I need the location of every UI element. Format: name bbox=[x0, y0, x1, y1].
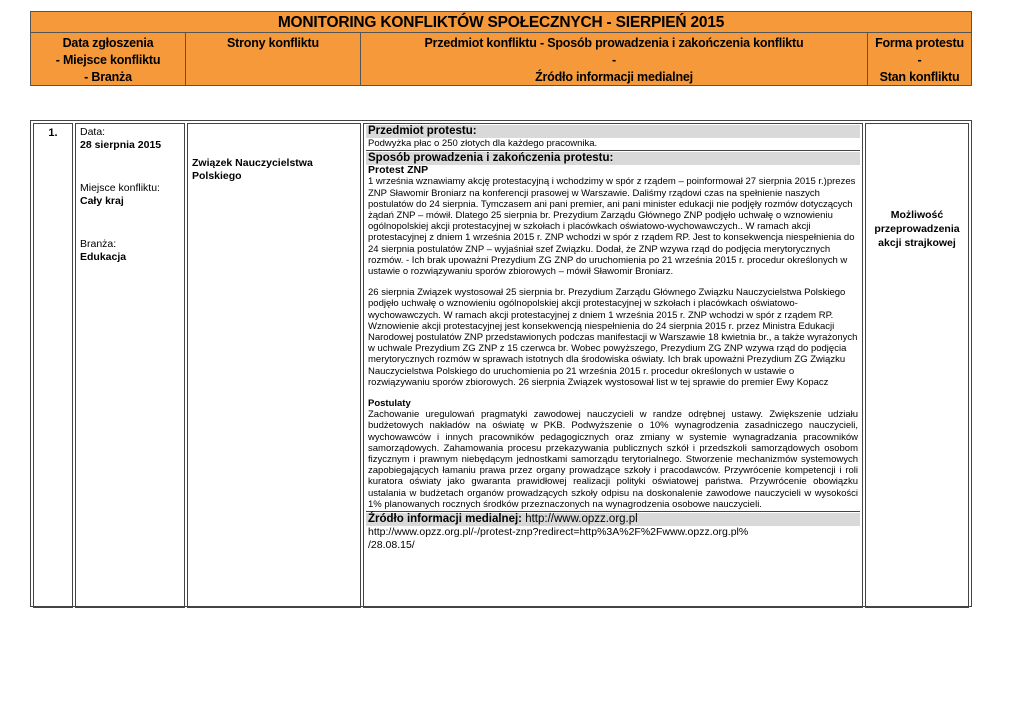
course-paragraph-2: 26 sierpnia Związek wystosował 25 sierpnia br. Prezydium Zarządu Głównego Związku Nauczycielstwa Polskiego podjęło uchwałę o wznowieniu ogólnopolskiej akcji protestacyjnej w szkołach i placówkach oświatowo-wychowawczych. W ramach akcji protestacyjnej z dniem 1 września 2015 r. ZNP wchodzi w spór z rządem RP. Wznowienie akcji protestacyjnej jest konsekwencją niespełnienia do 24 sierpnia 2015 r. przez Ministra Edukacji Narodowej postulatów ZNP przedstawionych podczas manifestacji w Warszawie 18 kwietnia br., a także wyrażonych w uchwale Prezydium ZG ZNP z 15 czerwca br. Wobec powyższego, Prezydium ZG ZNP wzywa rząd do podjęcia merytorycznych rozmów w sprawach istotnych dla środowiska oświaty. Ich brak upoważni Prezydium ZG Związku Nauczycielstwa Polskiego do uruchomienia po 21 września 2015 r. procedur określonych w ustawie o rozwiązywaniu sporów zbiorowych. 26 sierpnia Związek wystosował list w tej sprawie do premier Ewy Kopacz bbox=[368, 287, 858, 388]
header-col-date-line1: Data zgłoszenia bbox=[62, 36, 154, 50]
postulates-text: Zachowanie uregulowań pragmatyki zawodowej nauczycieli w randze odrębnej ustawy. Zwiększenie udziału budżetowych nakładów na oświatę w PKB. Podwyższenie o 10% wynagrodzenia zasadniczego nauczycieli, wychowawców i innych pracowników pedagogicznych oraz zmiany w systemie wynagradzania pracowników samorządowych. Zahamowania procesu przekazywania publicznych szkół i przedszkoli samorządowych osobom fizycznym i prawnym niebędącym jednostkami samorządu terytorialnego. Stworzenie mechanizmów systemowych zapobiegających łamaniu prawa przez organy prowadzące szkoły i pracodawców. Przywrócenie kompetencji i roli kuratora oświaty jako gwaranta prawidłowej realizacji polityki oświatowej państwa. Przywrócenie obowiązku ustalania w budżetach organów prowadzących szkoły odpisu na doskonalenie zawodowe nauczycieli w wysokości 1% planowanych rocznych środków przeznaczonych na wynagrodzenia osobowe nauczycieli. bbox=[368, 409, 858, 510]
header-col-date-line3: - Branża bbox=[84, 70, 132, 84]
place-value: Cały kraj bbox=[80, 195, 124, 207]
header-col-date bbox=[31, 33, 186, 86]
source-link-2[interactable]: http://www.opzz.org.pl/-/protest-znp?redirect=http%3A%2F%2Fwww.opzz.org.pl% bbox=[368, 526, 749, 539]
header-col-przedmiot bbox=[361, 33, 868, 86]
source-link-1[interactable]: http://www.opzz.org.pl bbox=[525, 513, 638, 526]
parties-cell: Związek Nauczycielstwa Polskiego bbox=[187, 123, 361, 608]
industry-label: Branża: bbox=[80, 238, 117, 250]
header-col-forma-line2: - bbox=[917, 53, 922, 67]
report-header bbox=[30, 11, 972, 86]
header-col-forma-line3: Stan konfliktu bbox=[879, 70, 960, 84]
course-paragraph-1: 1 września wznawiamy akcję protestacyjną i wchodzimy w spór z rządem – poinformował 27 sierpnia 2015 r.)prezes ZNP Sławomir Broniarz na konferencji prasowej w Warszawie. Daliśmy rządowi czas na spełnienie naszych postulatów do 24 sierpnia. Tymczasem ani pani premier, ani pani minister edukacji nie podjęły rozmów dotyczących żądań ZNP – mówił. Dlatego 25 sierpnia br. Prezydium Zarządu Głównego ZNP podjęło uchwałę o wznowieniu ogólnopolskiej akcji protestacyjnej w szkołach i placówkach oświatowo-wychowawczych.. W ramach akcji protestacyjnej z dniem 1 września 2015 r. ZNP wchodzi w spór z rządem RP. Jest to konsekwencja niespełnienia do 24 sierpnia postulatów ZNP – wyjaśniał szef Związku. Dodał, że ZNP wzywa rząd do podjęcia merytorycznych rozmów. - Ich brak upoważni Prezydium ZG ZNP do uruchomienia po 21 września 2015 r. procedur określonych w ustawie o rozwiązywaniu sporów zbiorowych – mówił Sławomir Broniarz. bbox=[368, 176, 856, 278]
header-col-date-line2: - Miejsce konfliktu bbox=[55, 53, 161, 67]
source-heading: Źródło informacji medialnej: bbox=[368, 513, 522, 526]
postulates-heading: Postulaty bbox=[368, 398, 411, 410]
report-title: MONITORING KONFLIKTÓW SPOŁECZNYCH - SIERPIEŃ 2015 bbox=[31, 12, 971, 33]
subject-heading: Przedmiot protestu: bbox=[366, 125, 860, 138]
header-col-forma bbox=[868, 33, 971, 86]
header-col-przedmiot-line2: - bbox=[612, 53, 616, 67]
header-col-forma-line1: Forma protestu bbox=[875, 36, 964, 50]
subject-text: Podwyżka płac o 250 złotych dla każdego pracownika. bbox=[368, 138, 598, 149]
header-col-przedmiot-line1: Przedmiot konfliktu - Sposób prowadzenia i zakończenia konfliktu bbox=[424, 36, 804, 50]
protest-title: Protest ZNP bbox=[368, 164, 429, 177]
row-number: 1. bbox=[33, 123, 73, 608]
source-heading-row bbox=[366, 513, 860, 526]
protest-form-cell: Możliwość przeprowadzenia akcji strajkowej bbox=[865, 123, 969, 608]
date-value: 28 sierpnia 2015 bbox=[80, 139, 162, 151]
date-place-cell bbox=[75, 123, 185, 608]
date-label: Data: bbox=[80, 126, 106, 138]
course-heading: Sposób prowadzenia i zakończenia protestu: bbox=[366, 152, 860, 165]
header-col-przedmiot-line3: Źródło informacji medialnej bbox=[535, 70, 693, 84]
subject-cell bbox=[363, 123, 863, 608]
place-label: Miejsce konfliktu: bbox=[80, 182, 160, 194]
industry-value: Edukacja bbox=[80, 251, 127, 263]
header-col-strony bbox=[186, 33, 361, 86]
conflict-table bbox=[30, 120, 972, 607]
source-link-2-cont[interactable]: /28.08.15/ bbox=[368, 539, 415, 552]
header-col-strony-line1: Strony konfliktu bbox=[227, 36, 319, 50]
